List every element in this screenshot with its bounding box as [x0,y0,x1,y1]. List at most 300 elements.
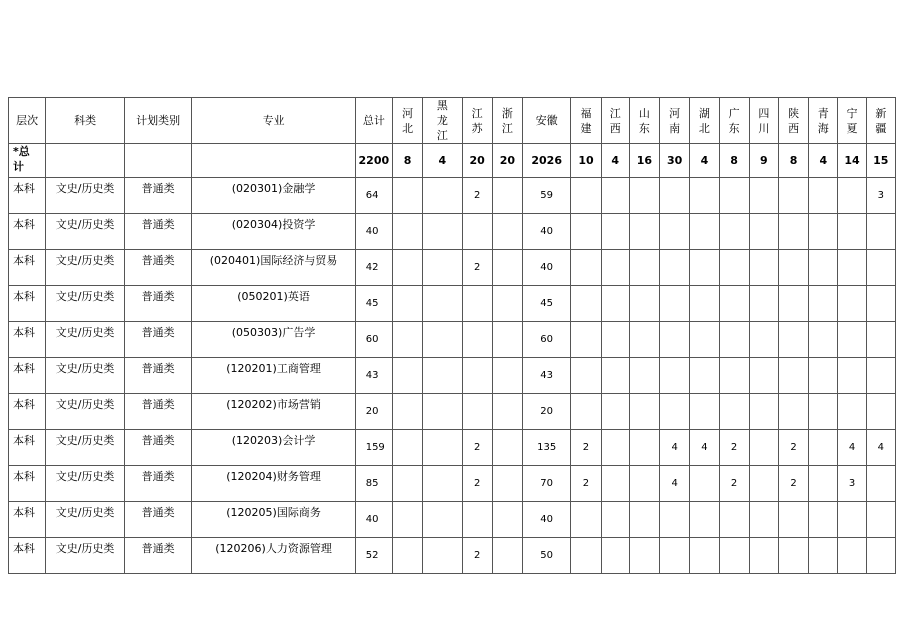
cell-province-value [392,466,422,502]
cell-province-value [660,502,690,538]
cell-province-value [809,466,838,502]
cell-province-value [629,178,659,214]
cell-province-value [571,250,601,286]
province-label: 青海 [817,106,829,135]
cell-province-value [601,502,629,538]
header-province [392,98,422,144]
cell-total: 20 [355,394,392,430]
cell-total: 42 [355,250,392,286]
cell-province-value [778,538,808,574]
header-province [660,98,690,144]
cell-province-value [601,322,629,358]
cell-province-value [492,538,522,574]
table-row [9,178,896,214]
cell-province-value [719,322,749,358]
cell-total: 64 [355,178,392,214]
total-province-value: 14 [838,144,866,178]
cell-province-value [492,250,522,286]
cell-province-value [749,394,778,430]
cell-province-value [601,214,629,250]
cell-province-value [749,322,778,358]
cell-province-value [392,430,422,466]
cell-plan-type: 普通类 [124,394,192,430]
cell-province-value [778,178,808,214]
cell-major: (120202)市场营销 [192,394,355,430]
province-label: 山东 [638,106,650,135]
cell-province-value [866,358,895,394]
cell-level: 本科 [9,394,46,430]
cell-province-value [749,430,778,466]
cell-total: 52 [355,538,392,574]
cell-subject: 文史/历史类 [46,178,125,214]
cell-province-value: 45 [522,286,570,322]
cell-major: (020304)投资学 [192,214,355,250]
header-province [690,98,719,144]
cell-province-value: 2 [462,250,492,286]
cell-subject: 文史/历史类 [46,322,125,358]
cell-province-value [571,538,601,574]
header-province [571,98,601,144]
cell-province-value [838,538,866,574]
cell-province-value [492,394,522,430]
cell-province-value [719,250,749,286]
cell-province-value [492,430,522,466]
cell-province-value: 40 [522,502,570,538]
total-row [9,144,896,178]
cell-province-value: 135 [522,430,570,466]
cell-province-value [838,322,866,358]
cell-province-value [423,178,462,214]
province-label: 四川 [758,106,770,135]
cell-level: 本科 [9,358,46,394]
header-province [492,98,522,144]
cell-province-value [629,322,659,358]
total-province-value: 9 [749,144,778,178]
cell-major: (120204)财务管理 [192,466,355,502]
cell-province-value [749,178,778,214]
cell-province-value [838,502,866,538]
table-row [9,358,896,394]
cell-province-value: 2 [719,430,749,466]
province-label: 浙江 [501,106,513,135]
cell-province-value [492,178,522,214]
cell-province-value [423,358,462,394]
cell-province-value [660,250,690,286]
cell-province-value [809,286,838,322]
cell-plan-type: 普通类 [124,358,192,394]
cell-subject: 文史/历史类 [46,394,125,430]
cell-province-value [866,502,895,538]
province-label: 广东 [728,106,740,135]
cell-plan-type: 普通类 [124,178,192,214]
cell-province-value [749,214,778,250]
header-province [866,98,895,144]
cell-province-value: 2 [462,178,492,214]
cell-province-value [601,394,629,430]
cell-subject: 文史/历史类 [46,538,125,574]
cell-plan-type: 普通类 [124,286,192,322]
cell-province-value [809,502,838,538]
cell-province-value [601,466,629,502]
cell-province-value [629,250,659,286]
cell-province-value [492,466,522,502]
cell-province-value [392,502,422,538]
table-row [9,430,896,466]
cell-province-value [778,394,808,430]
cell-province-value [571,286,601,322]
cell-level: 本科 [9,430,46,466]
cell-subject: 文史/历史类 [46,430,125,466]
cell-province-value [462,322,492,358]
cell-province-value [778,322,808,358]
cell-level: 本科 [9,538,46,574]
cell-province-value: 4 [660,466,690,502]
cell-province-value: 4 [660,430,690,466]
cell-province-value [462,502,492,538]
total-province-value: 15 [866,144,895,178]
cell-total: 85 [355,466,392,502]
cell-total: 159 [355,430,392,466]
table-row [9,286,896,322]
cell-province-value [838,358,866,394]
table-row [9,502,896,538]
cell-province-value [809,394,838,430]
header-province [522,98,570,144]
cell-level: 本科 [9,502,46,538]
cell-province-value [866,250,895,286]
total-province-value: 30 [660,144,690,178]
cell-province-value [719,538,749,574]
cell-province-value [866,394,895,430]
cell-province-value [809,250,838,286]
cell-province-value: 43 [522,358,570,394]
cell-province-value: 3 [838,466,866,502]
cell-province-value [571,358,601,394]
cell-province-value [719,178,749,214]
cell-province-value: 3 [866,178,895,214]
cell-subject: 文史/历史类 [46,286,125,322]
total-province-value: 4 [601,144,629,178]
cell-province-value [660,178,690,214]
header-province [749,98,778,144]
cell-province-value [601,358,629,394]
cell-province-value [423,430,462,466]
cell-province-value [719,394,749,430]
header-province [719,98,749,144]
total-province-value: 10 [571,144,601,178]
total-empty-cell [192,144,355,178]
province-label: 河北 [402,106,414,135]
cell-province-value [690,466,719,502]
total-province-value: 20 [492,144,522,178]
cell-province-value [660,358,690,394]
cell-province-value: 50 [522,538,570,574]
province-label: 河南 [669,106,681,135]
cell-province-value [392,214,422,250]
header-province [462,98,492,144]
header-row [9,98,896,144]
cell-province-value [778,502,808,538]
table-row [9,394,896,430]
cell-major: (120203)会计学 [192,430,355,466]
cell-province-value [838,178,866,214]
cell-province-value [462,214,492,250]
cell-province-value [778,286,808,322]
cell-province-value [629,358,659,394]
table-row [9,538,896,574]
table-row [9,466,896,502]
cell-level: 本科 [9,250,46,286]
cell-province-value [838,250,866,286]
cell-province-value [392,322,422,358]
cell-major: (050201)英语 [192,286,355,322]
cell-province-value [629,286,659,322]
cell-province-value [866,214,895,250]
province-label: 宁夏 [846,106,858,135]
cell-province-value [809,178,838,214]
cell-province-value: 59 [522,178,570,214]
cell-major: (020301)金融学 [192,178,355,214]
cell-province-value: 2 [462,466,492,502]
total-label: *总计 [13,145,30,173]
cell-province-value [809,358,838,394]
cell-province-value [778,358,808,394]
cell-province-value [492,322,522,358]
total-province-value: 8 [719,144,749,178]
cell-province-value [809,430,838,466]
total-province-value: 8 [392,144,422,178]
cell-province-value [660,538,690,574]
cell-province-value [690,394,719,430]
cell-province-value [749,502,778,538]
table-row [9,214,896,250]
cell-province-value [838,214,866,250]
total-province-value: 16 [629,144,659,178]
total-province-value: 20 [462,144,492,178]
cell-province-value [571,502,601,538]
cell-level: 本科 [9,178,46,214]
cell-province-value [719,358,749,394]
cell-province-value [629,214,659,250]
header-province [778,98,808,144]
cell-province-value [601,538,629,574]
cell-province-value: 2 [462,430,492,466]
header-province [809,98,838,144]
cell-total: 45 [355,286,392,322]
cell-province-value [660,394,690,430]
cell-province-value [601,250,629,286]
cell-province-value: 70 [522,466,570,502]
cell-province-value [749,538,778,574]
cell-province-value [690,250,719,286]
cell-province-value: 4 [838,430,866,466]
cell-province-value [690,502,719,538]
cell-province-value [660,286,690,322]
province-label: 黑龙江 [436,99,448,142]
cell-province-value [423,250,462,286]
cell-province-value [629,430,659,466]
cell-province-value [423,394,462,430]
province-label: 陕西 [788,106,800,135]
cell-plan-type: 普通类 [124,466,192,502]
province-label: 安徽 [535,114,558,127]
cell-plan-type: 普通类 [124,538,192,574]
cell-province-value [492,286,522,322]
total-province-value: 4 [690,144,719,178]
cell-province-value [423,214,462,250]
cell-subject: 文史/历史类 [46,358,125,394]
province-label: 湖北 [698,106,710,135]
cell-province-value [719,214,749,250]
cell-province-value [601,286,629,322]
header-province [423,98,462,144]
header-level: 层次 [9,98,46,144]
cell-plan-type: 普通类 [124,322,192,358]
province-label: 江苏 [471,106,483,135]
cell-province-value [629,394,659,430]
cell-plan-type: 普通类 [124,214,192,250]
cell-major: (050303)广告学 [192,322,355,358]
header-major: 专业 [192,98,355,144]
total-province-value: 2026 [522,144,570,178]
cell-major: (120201)工商管理 [192,358,355,394]
cell-province-value [462,358,492,394]
province-label: 福建 [580,106,592,135]
header-subject: 科类 [46,98,125,144]
cell-province-value [601,430,629,466]
cell-major: (120205)国际商务 [192,502,355,538]
cell-province-value [690,214,719,250]
cell-province-value [749,358,778,394]
cell-province-value [719,502,749,538]
cell-province-value [571,322,601,358]
cell-province-value [749,250,778,286]
cell-province-value [423,538,462,574]
cell-province-value: 2 [571,466,601,502]
cell-level: 本科 [9,322,46,358]
cell-province-value: 2 [719,466,749,502]
table-row [9,322,896,358]
cell-province-value [719,286,749,322]
cell-province-value [809,214,838,250]
cell-province-value: 4 [690,430,719,466]
cell-subject: 文史/历史类 [46,214,125,250]
cell-province-value: 2 [778,466,808,502]
cell-province-value [778,214,808,250]
cell-level: 本科 [9,466,46,502]
cell-province-value [866,466,895,502]
table-row [9,250,896,286]
cell-province-value [866,322,895,358]
cell-province-value [423,466,462,502]
cell-province-value: 2 [462,538,492,574]
cell-major: (020401)国际经济与贸易 [192,250,355,286]
cell-province-value [778,250,808,286]
cell-province-value: 40 [522,214,570,250]
cell-province-value [392,178,422,214]
cell-province-value [866,286,895,322]
header-province [629,98,659,144]
cell-province-value [492,214,522,250]
cell-province-value [423,322,462,358]
cell-province-value: 4 [866,430,895,466]
header-plan-type: 计划类别 [124,98,192,144]
cell-province-value [492,358,522,394]
cell-total: 43 [355,358,392,394]
cell-province-value [392,358,422,394]
cell-province-value [690,358,719,394]
cell-level: 本科 [9,286,46,322]
cell-subject: 文史/历史类 [46,466,125,502]
total-empty-cell [124,144,192,178]
cell-province-value [690,538,719,574]
total-province-value: 4 [423,144,462,178]
header-total: 总计 [355,98,392,144]
header-province [601,98,629,144]
cell-province-value: 2 [778,430,808,466]
cell-province-value [423,286,462,322]
cell-province-value [838,286,866,322]
cell-province-value [838,394,866,430]
province-label: 江西 [609,106,621,135]
cell-province-value [423,502,462,538]
cell-province-value [690,178,719,214]
cell-subject: 文史/历史类 [46,502,125,538]
cell-total: 40 [355,502,392,538]
header-province [838,98,866,144]
cell-province-value [601,178,629,214]
enrollment-plan-table [8,97,896,574]
cell-province-value: 20 [522,394,570,430]
total-empty-cell [46,144,125,178]
total-province-value: 8 [778,144,808,178]
cell-province-value [690,286,719,322]
cell-province-value [690,322,719,358]
cell-province-value [660,322,690,358]
cell-province-value [571,394,601,430]
cell-major: (120206)人力资源管理 [192,538,355,574]
cell-province-value [392,394,422,430]
cell-province-value [749,466,778,502]
cell-province-value: 60 [522,322,570,358]
cell-province-value [462,286,492,322]
cell-province-value [866,538,895,574]
cell-subject: 文史/历史类 [46,250,125,286]
cell-plan-type: 普通类 [124,250,192,286]
cell-province-value [629,466,659,502]
total-label-cell [9,144,46,178]
cell-level: 本科 [9,214,46,250]
cell-province-value [809,538,838,574]
cell-province-value [571,214,601,250]
cell-total: 60 [355,322,392,358]
province-label: 新疆 [875,106,887,135]
cell-province-value [660,214,690,250]
cell-total: 40 [355,214,392,250]
cell-province-value [749,286,778,322]
cell-province-value [392,250,422,286]
cell-province-value: 2 [571,430,601,466]
grand-total: 2200 [355,144,392,178]
cell-province-value [492,502,522,538]
cell-plan-type: 普通类 [124,502,192,538]
cell-province-value [462,394,492,430]
cell-province-value [392,538,422,574]
cell-province-value: 40 [522,250,570,286]
cell-province-value [809,322,838,358]
cell-province-value [629,502,659,538]
cell-province-value [629,538,659,574]
